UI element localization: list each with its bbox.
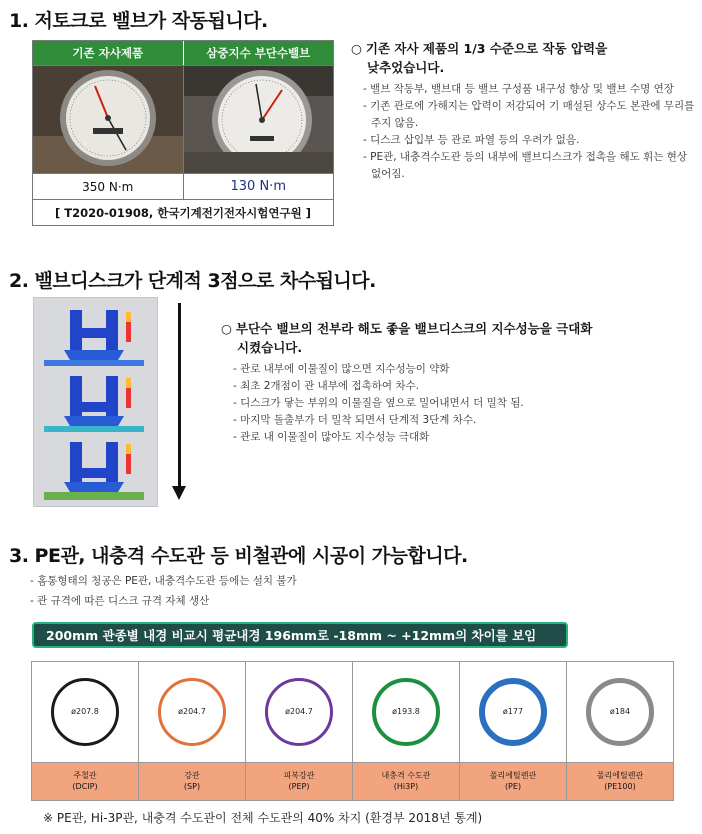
torque-value-new: 130 N·m bbox=[230, 179, 286, 194]
gauge-photo-new bbox=[184, 66, 334, 173]
pipe-ring-icon bbox=[372, 678, 440, 746]
section2-lead-line2: 시켰습니다. bbox=[237, 340, 303, 355]
note-item: - 관 규격에 따른 디스크 규격 자체 생산 bbox=[30, 595, 210, 607]
section2-description bbox=[221, 319, 691, 446]
pipe-diameter: ø204.7 bbox=[178, 707, 206, 717]
pipe-code: (Hi3P) bbox=[393, 782, 419, 792]
pipe-ring-icon bbox=[158, 678, 226, 746]
pipe-code: (SP) bbox=[183, 782, 201, 792]
list-item: - 기존 관로에 가해지는 압력이 저감되어 기 매설된 상수도 본관에 무리를 주지 않음. bbox=[363, 100, 695, 129]
section3-notes bbox=[30, 571, 297, 611]
pipe-diameter: ø184 bbox=[609, 707, 631, 717]
pipe-diameter: ø204.7 bbox=[285, 707, 313, 717]
pipe-name: 내충격 수도관 bbox=[381, 771, 431, 781]
section1-lead-line1: 기존 자사 제품의 1/3 수준으로 작동 압력을 bbox=[365, 41, 608, 56]
pipe-comparison-table bbox=[31, 661, 674, 801]
pipe-diameter: ø193.8 bbox=[392, 707, 420, 717]
pipe-ring-icon bbox=[586, 678, 654, 746]
list-item: - PE관, 내충격수도관 등의 내부에 밸브디스크가 접촉을 해도 휘는 현상 없어짐. bbox=[363, 151, 687, 180]
pipe-cell-sp bbox=[139, 662, 246, 800]
list-item: - 최초 2개점이 관 내부에 접촉하여 차수. bbox=[233, 380, 419, 392]
pipe-cell-hi3p bbox=[353, 662, 460, 800]
pipe-name: 폴리에틸렌관 bbox=[596, 771, 644, 781]
footnote: ※ PE관, Hi-3P관, 내충격 수도관이 전체 수도관의 40% 차지 (환경부 2018년 통계) bbox=[43, 811, 483, 825]
list-item: - 디스크가 닿는 부위의 이물질을 옆으로 밀어내면서 더 밀착 됨. bbox=[233, 397, 524, 409]
arrow-head-icon bbox=[172, 486, 186, 500]
pipe-name: 폴리에틸렌관 bbox=[489, 771, 537, 781]
pipe-ring-icon bbox=[265, 678, 333, 746]
pipe-ring-icon bbox=[479, 678, 547, 746]
list-item: - 디스크 삽입부 등 관로 파열 등의 우려가 없음. bbox=[363, 134, 580, 146]
torque-comparison-table bbox=[32, 40, 334, 226]
pipe-ring-icon bbox=[51, 678, 119, 746]
pipe-cell-pe bbox=[460, 662, 567, 800]
section2-lead-line1: 부단수 밸브의 전부라 해도 좋을 밸브디스크의 지수성능을 극대화 bbox=[235, 321, 593, 336]
table-header-new: 삼중지수 부단수밸브 bbox=[184, 41, 334, 65]
section1-description bbox=[351, 39, 696, 183]
list-item: - 관로 내부에 이물질이 많으면 지수성능이 약화 bbox=[233, 363, 450, 375]
section2-title: 2. 밸브디스크가 단계적 3점으로 차수됩니다. bbox=[9, 270, 376, 292]
pipe-cell-pe100 bbox=[567, 662, 673, 800]
section3-title: 3. PE관, 내충격 수도관 등 비철관에 시공이 가능합니다. bbox=[9, 545, 468, 567]
torque-value-existing: 350 N·m bbox=[33, 174, 184, 199]
list-item: - 관로 내 이물질이 많아도 지수성능 극대화 bbox=[233, 431, 430, 443]
section1-title: 1. 저토크로 밸브가 작동됩니다. bbox=[9, 10, 268, 32]
pipe-cell-pep bbox=[246, 662, 353, 800]
diameter-comparison-banner: 200mm 관종별 내경 비교시 평균내경 196mm로 -18mm ~ +12mm의 차이를 보임 bbox=[32, 622, 568, 648]
pipe-diameter: ø177 bbox=[502, 707, 524, 717]
disc-simulation-image bbox=[33, 297, 158, 507]
pipe-code: (DCIP) bbox=[72, 782, 98, 792]
table-header-existing: 기존 자사제품 bbox=[33, 41, 184, 65]
circle-bullet-icon: ○ bbox=[221, 321, 232, 336]
pipe-name: 주철관 bbox=[73, 771, 97, 781]
pipe-cell-dcip bbox=[32, 662, 139, 800]
pipe-name: 피복강관 bbox=[283, 771, 315, 781]
down-arrow-icon bbox=[178, 303, 181, 489]
note-item: - 홈통형태의 청공은 PE관, 내충격수도관 등에는 설치 불가 bbox=[30, 575, 297, 587]
section1-lead-line2: 낮추었습니다. bbox=[367, 60, 445, 75]
pipe-code: (PE100) bbox=[604, 782, 636, 792]
pipe-code: (PE) bbox=[504, 782, 522, 792]
pipe-diameter: ø207.8 bbox=[71, 707, 99, 717]
circle-bullet-icon: ○ bbox=[351, 41, 362, 56]
list-item: - 마지막 돌출부가 더 밀착 되면서 단계적 3단계 차수. bbox=[233, 414, 477, 426]
pipe-code: (PEP) bbox=[288, 782, 310, 792]
pipe-name: 강관 bbox=[184, 771, 200, 781]
gauge-photo-existing bbox=[33, 66, 184, 173]
test-source: [ T2020-01908, 한국기계전기전자시험연구원 ] bbox=[33, 199, 333, 225]
list-item: - 밸브 작동부, 밸브대 등 밸브 구성품 내구성 향상 및 밸브 수명 연장 bbox=[363, 83, 674, 95]
